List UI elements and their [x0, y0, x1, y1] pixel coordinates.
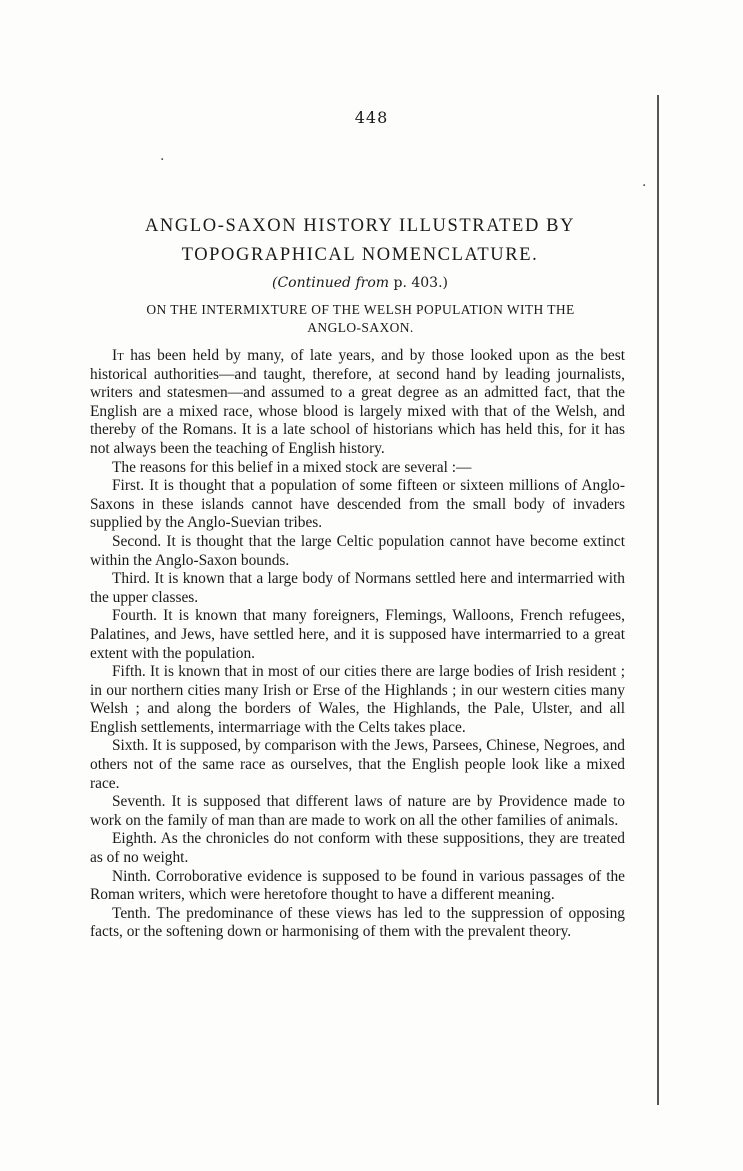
paragraph-first: First. It is thought that a population of some fifteen or sixteen millions of Anglo-Saxons in these islands cannot have descended from the small body of invaders supplied by the Anglo-Suevian tribes.	[90, 477, 625, 532]
paragraph-eighth: Eighth. As the chronicles do not conform with these suppositions, they are treated as of no weight.	[90, 830, 625, 867]
paragraph-third: Third. It is known that a large body of Normans settled here and intermarried with the upper classes.	[90, 570, 625, 606]
paragraph-lead-word: It	[112, 347, 124, 364]
paragraph-fifth: Fifth. It is known that in most of our cities there are large bodies of Irish resident ; in our northern cities many Irish or Erse of the Highlands ; in our western cities many Welsh ; and along the borders of Wales, the Highlands, the Pale, Ulster, and all English settlements, intermarriage with the Celts takes place.	[90, 663, 625, 736]
article-title-line-1: ANGLO-SAXON HISTORY ILLUSTRATED BY	[144, 216, 576, 236]
section-subheading-line-1: ON THE INTERMIXTURE OF THE WELSH POPULATION WITH THE	[146, 302, 575, 317]
continued-prefix: (Continued from	[272, 275, 390, 291]
paragraph-ninth: Ninth. Corroborative evidence is supposed to be found in various passages of the Roman writers, which were heretofore thought to have a different meaning.	[90, 867, 625, 904]
section-subheading-line-2: ANGLO-SAXON.	[307, 320, 414, 335]
continued-note	[80, 275, 640, 291]
paragraph-second: Second. It is thought that the large Celtic population cannot have become extinct within the Anglo-Saxon bounds.	[90, 532, 625, 569]
article-title-line-2: TOPOGRAPHICAL NOMENCLATURE.	[181, 245, 539, 265]
article-body	[90, 347, 625, 942]
ink-speck-mark: ·	[160, 152, 165, 168]
ink-speck-mark: ·	[642, 178, 647, 194]
paragraph-reasons: The reasons for this belief in a mixed stock are several :—	[112, 458, 472, 476]
paragraph-seventh: Seventh. It is supposed that different laws of nature are by Providence made to work on the family of man than are made to work on all the other families of animals.	[90, 793, 625, 829]
paragraph-tenth: Tenth. The predominance of these views has led to the suppression of opposing facts, or the softening down or harmonising of them with the prevalent theory.	[90, 904, 625, 941]
paragraph-intro	[90, 347, 625, 459]
paragraph-fourth: Fourth. It is known that many foreigners, Flemings, Walloons, French refugees, Palatines, and Jews, have settled here, and it is supposed have intermarried to a great extent with the population.	[90, 607, 625, 662]
paragraph-text: has been held by many, of late years, and by those looked upon as the best historical authorities—and taught, therefore, at second hand by leading journalists, writers and statesmen—and assumed to a great degree as an admitted fact, that the English are a mixed race, whose blood is largely mixed with that of the Welsh, and thereby of the Romans. It is a late school of historians which has held this, for it has not always been the teaching of English history.	[90, 347, 625, 457]
page-edge-line	[657, 95, 659, 1105]
continued-ref: p. 403.)	[393, 275, 448, 291]
page-number: 448	[354, 108, 389, 127]
paragraph-sixth: Sixth. It is supposed, by comparison with the Jews, Parsees, Chinese, Negroes, and others not of the same race as ourselves, that the English people look like a mixed race.	[90, 737, 625, 792]
